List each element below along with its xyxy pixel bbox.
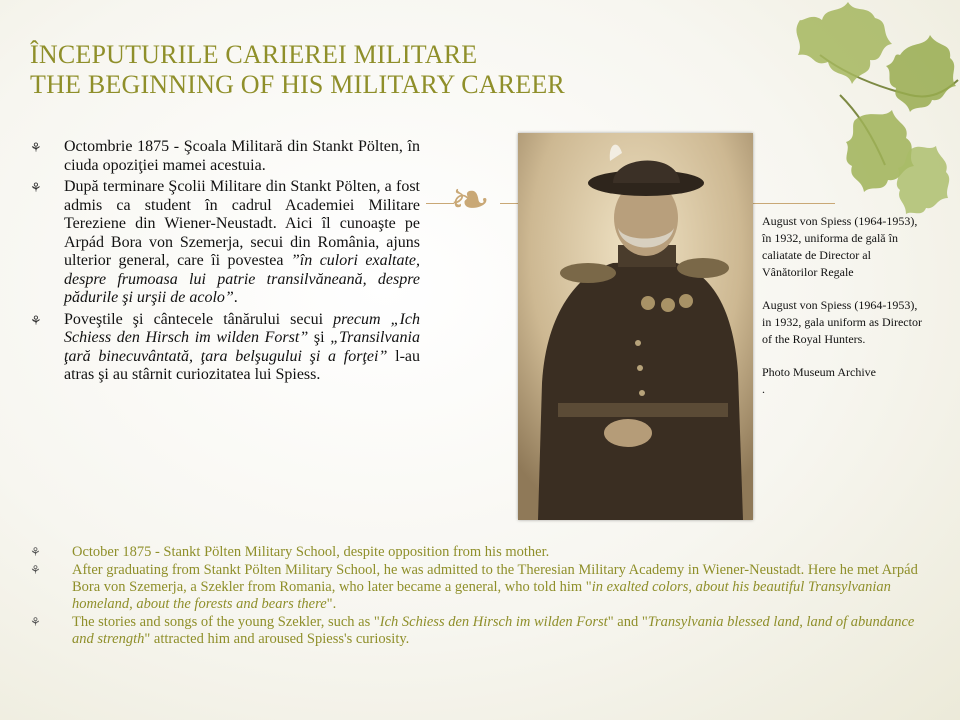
text-run: l-au atras şi au stârnit curiozitatea lui Spiess.	[64, 347, 420, 383]
divider-ornament: ❧	[450, 172, 491, 228]
italic-quote: „Transilvania ţară binecuvântată, ţara belşugului şi a forţei”	[64, 329, 420, 365]
en_bullets-text	[72, 562, 930, 613]
english-bullet-list	[30, 544, 930, 649]
italic-quote: ”în culori exaltate, despre frumoasa lui patrie transilvăneană, despre pădurile şi urşii de acolo”	[64, 252, 421, 306]
photo-caption	[762, 213, 922, 414]
title-english: THE BEGINNING OF HIS MILITARY CAREER	[30, 70, 565, 99]
portrait-silhouette	[518, 133, 753, 520]
italic-quote: precum „Ich Schiess den Hirsch im wilden Forst”	[64, 310, 421, 346]
text-run: .	[233, 289, 238, 306]
en_bullets-item	[30, 562, 930, 613]
ro_bullets-text	[64, 138, 420, 175]
text-run: şi	[308, 329, 331, 346]
bullet-icon: ⚘	[30, 563, 41, 577]
ro_bullets-item	[30, 178, 420, 308]
text-run: Octombrie 1875 - Şcoala Militară din Stankt Pölten, în ciuda opoziţiei mamei acestuia.	[64, 138, 420, 174]
text-run: Poveştile şi cântecele tânărului secui	[64, 310, 334, 328]
caption-romanian: August von Spiess (1964-1953), în 1932, uniforma de gală în caliatate de Director al Vânătorilor Regale	[762, 214, 918, 279]
bullet-icon: ⚘	[30, 312, 42, 328]
caption-english: August von Spiess (1964-1953), in 1932, gala uniform as Director of the Royal Hunters.	[762, 298, 922, 346]
text-run: " and "	[607, 614, 648, 630]
bullet-icon: ⚘	[30, 545, 41, 559]
en_bullets-item	[30, 614, 930, 648]
italic-quote: in exalted colors, about his beautiful Transylvanian homeland, about the forests and bears there	[72, 579, 891, 612]
text-run: October 1875 - Stankt Pölten Military School, despite opposition from his mother.	[72, 544, 550, 560]
text-run: The stories and songs of the young Szekler, such as "	[72, 614, 380, 630]
portrait-photo	[518, 133, 753, 520]
bullet-icon: ⚘	[30, 615, 41, 629]
ro_bullets-text	[64, 178, 420, 308]
bullet-icon: ⚘	[30, 180, 42, 195]
title-romanian: ÎNCEPUTURILE CARIEREI MILITARE	[30, 40, 478, 69]
oak-leaves-decoration	[760, 0, 960, 230]
text-run: After graduating from Stankt Pölten Military School, he was admitted to the Theresian Military Academy in Wiener-Neustadt. Here he met Arpád Bora von Szemerja, a Szekler from Romania, who later became a general, who told him "	[72, 562, 918, 595]
en_bullets-text	[72, 614, 930, 648]
italic-quote: Ich Schiess den Hirsch im wilden Forst	[379, 614, 608, 630]
ro_bullets-text	[64, 311, 420, 385]
text-run: După terminare Şcolii Militare din Stankt Pölten, a fost admis ca student în cadrul Academiei Militare Tereziene din Wiener-Neustadt. Aici îl cunoaşte pe Arpád Bora von Szemerja, secui din România, ajuns ulterior general, care îi povestea	[64, 178, 420, 269]
en_bullets-item	[30, 544, 930, 561]
text-run: ".	[326, 596, 337, 612]
italic-quote: Transylvania blessed land, land of abundance and strength	[72, 614, 915, 647]
text-run: " attracted him and aroused Spiess's curiosity.	[144, 631, 410, 647]
caption-credit: Photo Museum Archive	[762, 365, 876, 379]
ro_bullets-item	[30, 138, 420, 175]
en_bullets-text	[72, 544, 549, 561]
romanian-bullet-list	[30, 138, 420, 388]
slide-title	[30, 40, 790, 100]
caption-dot: .	[762, 382, 765, 396]
ro_bullets-item	[30, 311, 420, 385]
bullet-icon: ⚘	[30, 140, 42, 155]
